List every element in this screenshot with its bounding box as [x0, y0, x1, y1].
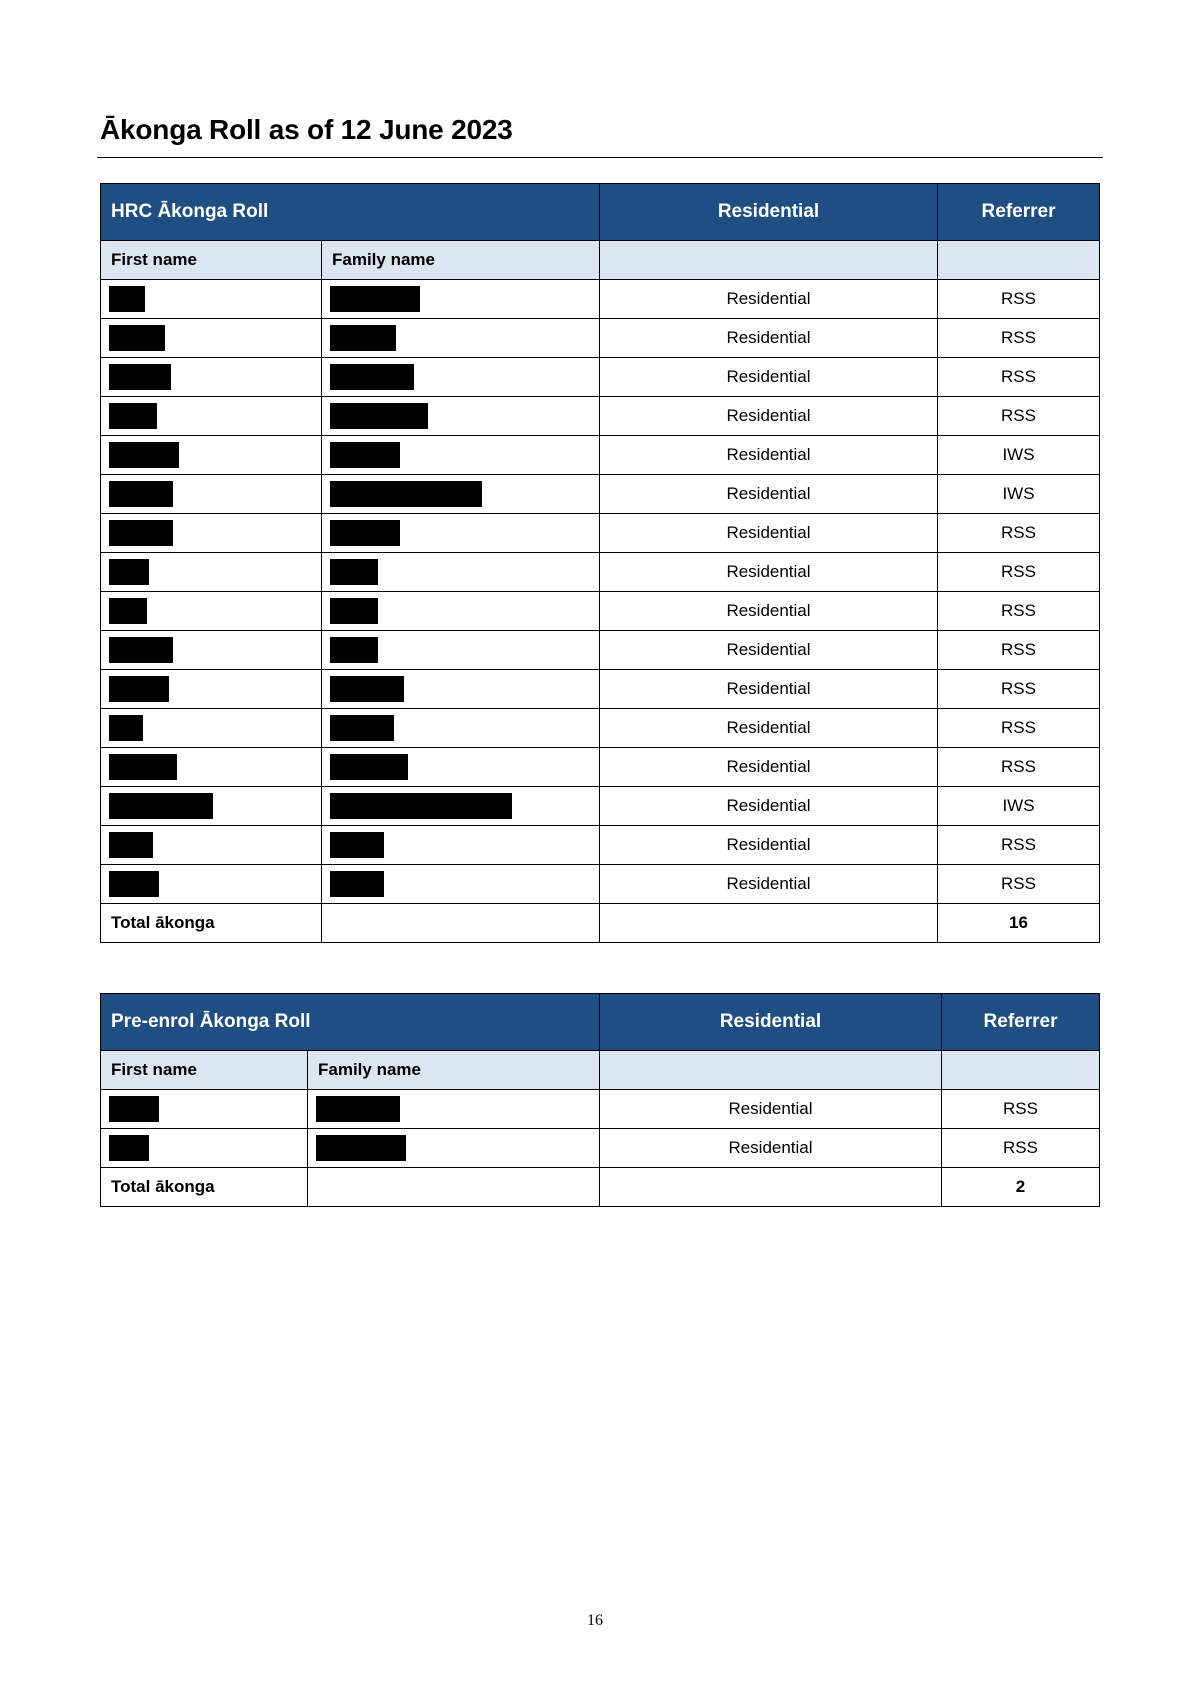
table-row	[101, 436, 1100, 475]
table-row	[101, 1090, 1100, 1129]
family-name-cell	[322, 280, 600, 319]
hrc-total-blank	[322, 904, 600, 943]
first-name-cell	[101, 358, 322, 397]
referrer-cell: RSS	[938, 865, 1100, 904]
redaction-block	[109, 754, 177, 780]
referrer-cell: RSS	[938, 319, 1100, 358]
first-name-cell	[101, 1090, 308, 1129]
residential-cell: Residential	[600, 319, 938, 358]
referrer-cell: RSS	[938, 280, 1100, 319]
family-name-cell	[322, 592, 600, 631]
first-name-cell	[101, 553, 322, 592]
residential-cell: Residential	[600, 826, 938, 865]
redaction-block	[109, 598, 147, 624]
redaction-block	[316, 1096, 400, 1122]
residential-cell: Residential	[600, 670, 938, 709]
redaction-block	[109, 1096, 159, 1122]
hrc-first-name-header: First name	[101, 241, 322, 280]
first-name-cell	[101, 514, 322, 553]
redaction-block	[109, 481, 173, 507]
first-name-cell	[101, 592, 322, 631]
first-name-cell	[101, 475, 322, 514]
hrc-subheader-blank	[600, 241, 938, 280]
hrc-family-name-header: Family name	[322, 241, 600, 280]
table-row	[101, 592, 1100, 631]
residential-cell: Residential	[600, 280, 938, 319]
redaction-block	[109, 1135, 149, 1161]
redaction-block	[109, 637, 173, 663]
family-name-cell	[322, 787, 600, 826]
hrc-subheader-blank	[938, 241, 1100, 280]
redaction-block	[330, 832, 384, 858]
redaction-block	[330, 754, 408, 780]
first-name-cell	[101, 1129, 308, 1168]
preenrol-roll-title: Pre-enrol Ākonga Roll	[101, 994, 600, 1051]
redaction-block	[330, 403, 428, 429]
redaction-block	[109, 442, 179, 468]
hrc-roll-title: HRC Ākonga Roll	[101, 184, 600, 241]
table-row	[101, 514, 1100, 553]
family-name-cell	[322, 319, 600, 358]
preenrol-subheader-blank	[600, 1051, 942, 1090]
redaction-block	[330, 676, 404, 702]
first-name-cell	[101, 280, 322, 319]
table-row	[101, 358, 1100, 397]
residential-cell: Residential	[600, 358, 938, 397]
residential-cell: Residential	[600, 748, 938, 787]
redaction-block	[330, 481, 482, 507]
table-row	[101, 709, 1100, 748]
preenrol-total-value: 2	[942, 1168, 1100, 1207]
referrer-cell: RSS	[938, 670, 1100, 709]
referrer-cell: IWS	[938, 475, 1100, 514]
residential-cell: Residential	[600, 1090, 942, 1129]
preenrol-referrer-header: Referrer	[942, 994, 1100, 1051]
first-name-cell	[101, 670, 322, 709]
referrer-cell: RSS	[938, 748, 1100, 787]
title-rule	[97, 157, 1103, 158]
table-row	[101, 280, 1100, 319]
referrer-cell: RSS	[938, 592, 1100, 631]
hrc-total-blank	[600, 904, 938, 943]
hrc-total-value: 16	[938, 904, 1100, 943]
preenrol-subheader-blank	[942, 1051, 1100, 1090]
table-row	[101, 1129, 1100, 1168]
referrer-cell: RSS	[942, 1129, 1100, 1168]
page-title: Ākonga Roll as of 12 June 2023	[100, 114, 513, 145]
hrc-roll-body	[101, 280, 1100, 904]
table-row	[101, 475, 1100, 514]
redaction-block	[330, 364, 414, 390]
referrer-cell: RSS	[938, 553, 1100, 592]
family-name-cell	[322, 358, 600, 397]
redaction-block	[330, 715, 394, 741]
redaction-block	[316, 1135, 406, 1161]
residential-cell: Residential	[600, 631, 938, 670]
preenrol-first-name-header: First name	[101, 1051, 308, 1090]
residential-cell: Residential	[600, 865, 938, 904]
redaction-block	[330, 325, 396, 351]
preenrol-total-label: Total ākonga	[101, 1168, 308, 1207]
redaction-block	[109, 364, 171, 390]
redaction-block	[330, 442, 400, 468]
redaction-block	[109, 520, 173, 546]
referrer-cell: RSS	[938, 358, 1100, 397]
family-name-cell	[308, 1129, 600, 1168]
redaction-block	[330, 637, 378, 663]
preenrol-residential-header: Residential	[600, 994, 942, 1051]
redaction-block	[109, 325, 165, 351]
table-row	[101, 865, 1100, 904]
referrer-cell: IWS	[938, 436, 1100, 475]
preenrol-family-name-header: Family name	[308, 1051, 600, 1090]
family-name-cell	[322, 397, 600, 436]
preenrol-total-blank	[600, 1168, 942, 1207]
family-name-cell	[322, 514, 600, 553]
first-name-cell	[101, 709, 322, 748]
residential-cell: Residential	[600, 709, 938, 748]
first-name-cell	[101, 865, 322, 904]
hrc-roll-table	[100, 183, 1100, 943]
family-name-cell	[322, 475, 600, 514]
redaction-block	[330, 598, 378, 624]
referrer-cell: RSS	[938, 826, 1100, 865]
residential-cell: Residential	[600, 592, 938, 631]
redaction-block	[109, 832, 153, 858]
family-name-cell	[322, 826, 600, 865]
residential-cell: Residential	[600, 787, 938, 826]
page-number: 16	[587, 1612, 603, 1629]
preenrol-roll-table	[100, 993, 1100, 1207]
preenrol-total-blank	[308, 1168, 600, 1207]
table-row	[101, 826, 1100, 865]
redaction-block	[330, 793, 512, 819]
table-row	[101, 748, 1100, 787]
family-name-cell	[322, 631, 600, 670]
referrer-cell: RSS	[938, 631, 1100, 670]
redaction-block	[330, 559, 378, 585]
residential-cell: Residential	[600, 397, 938, 436]
residential-cell: Residential	[600, 436, 938, 475]
first-name-cell	[101, 787, 322, 826]
table-row	[101, 787, 1100, 826]
table-row	[101, 553, 1100, 592]
hrc-referrer-header: Referrer	[938, 184, 1100, 241]
hrc-residential-header: Residential	[600, 184, 938, 241]
residential-cell: Residential	[600, 553, 938, 592]
preenrol-roll-body	[101, 1090, 1100, 1168]
family-name-cell	[322, 436, 600, 475]
hrc-total-label: Total ākonga	[101, 904, 322, 943]
table-row	[101, 631, 1100, 670]
table-row	[101, 319, 1100, 358]
family-name-cell	[322, 670, 600, 709]
redaction-block	[330, 871, 384, 897]
first-name-cell	[101, 436, 322, 475]
family-name-cell	[322, 865, 600, 904]
referrer-cell: RSS	[938, 514, 1100, 553]
family-name-cell	[322, 709, 600, 748]
family-name-cell	[322, 553, 600, 592]
first-name-cell	[101, 319, 322, 358]
family-name-cell	[322, 748, 600, 787]
referrer-cell: RSS	[938, 397, 1100, 436]
redaction-block	[109, 871, 159, 897]
redaction-block	[330, 520, 400, 546]
first-name-cell	[101, 631, 322, 670]
family-name-cell	[308, 1090, 600, 1129]
redaction-block	[330, 286, 420, 312]
first-name-cell	[101, 826, 322, 865]
residential-cell: Residential	[600, 514, 938, 553]
redaction-block	[109, 403, 157, 429]
referrer-cell: IWS	[938, 787, 1100, 826]
first-name-cell	[101, 748, 322, 787]
redaction-block	[109, 676, 169, 702]
redaction-block	[109, 286, 145, 312]
table-row	[101, 670, 1100, 709]
residential-cell: Residential	[600, 475, 938, 514]
referrer-cell: RSS	[942, 1090, 1100, 1129]
residential-cell: Residential	[600, 1129, 942, 1168]
first-name-cell	[101, 397, 322, 436]
referrer-cell: RSS	[938, 709, 1100, 748]
redaction-block	[109, 559, 149, 585]
table-row	[101, 397, 1100, 436]
redaction-block	[109, 793, 213, 819]
redaction-block	[109, 715, 143, 741]
